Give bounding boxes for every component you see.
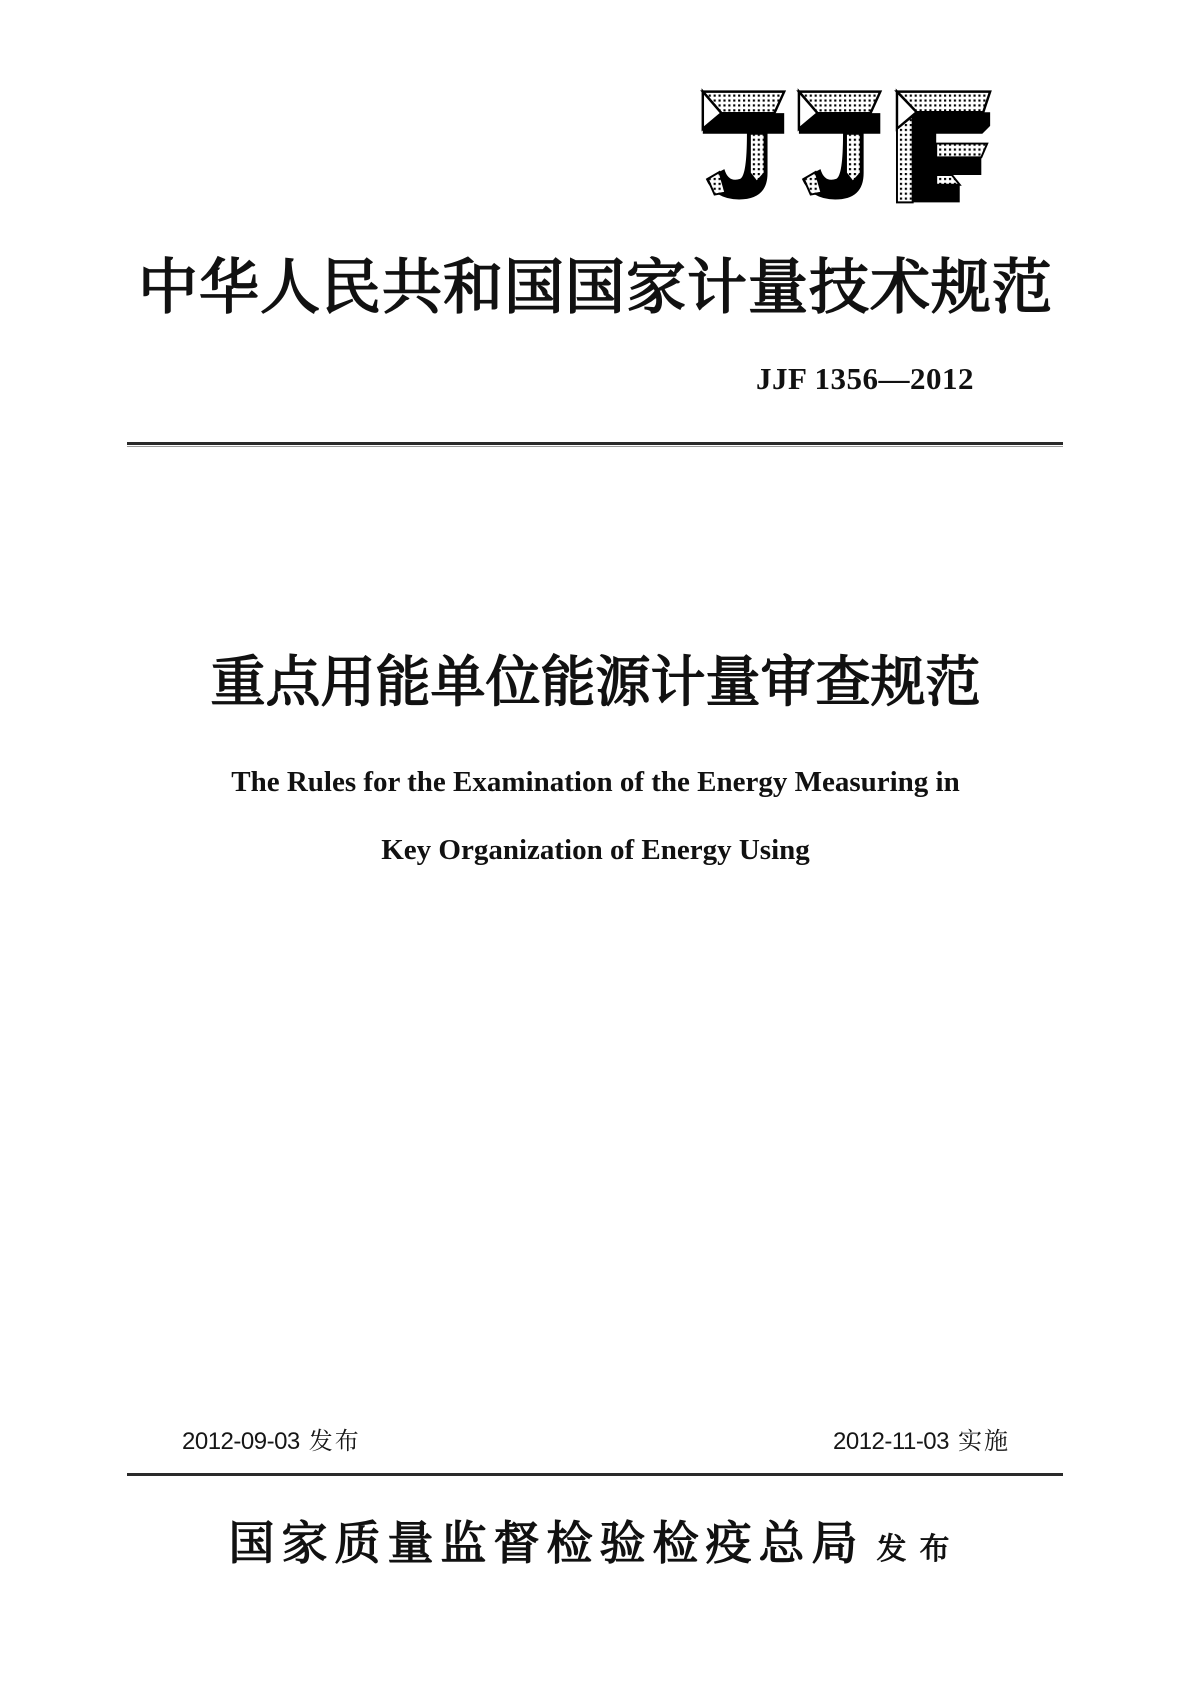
logo-letter-f (897, 92, 990, 203)
header-divider (127, 442, 1063, 447)
issue-date-value: 2012-09-03 (182, 1428, 300, 1455)
header-title: 中华人民共和国国家计量技术规范 (138, 255, 1053, 321)
logo-letter-j2 (799, 92, 880, 200)
logo-letter-j1 (703, 92, 784, 200)
publisher-row (0, 1518, 1191, 1569)
issue-date-label: 发布 (308, 1428, 361, 1455)
jjf-logo-icon (693, 88, 997, 207)
implement-date-label: 实施 (958, 1428, 1010, 1455)
publisher-name: 国家质量监督检验检疫总局 (228, 1518, 865, 1569)
publisher-action: 发布 (876, 1533, 963, 1566)
footer-divider (127, 1473, 1063, 1476)
document-title-en-line1: The Rules for the Examination of the Energy Measuring in (231, 766, 960, 798)
standard-number: JJF 1356—2012 (756, 361, 975, 396)
document-title-en-line2: Key Organization of Energy Using (381, 834, 810, 866)
implement-date-value: 2012-11-03 (833, 1428, 949, 1455)
implement-date (833, 1429, 1010, 1455)
document-title-cn: 重点用能单位能源计量审查规范 (210, 651, 981, 713)
issue-date (182, 1429, 361, 1455)
